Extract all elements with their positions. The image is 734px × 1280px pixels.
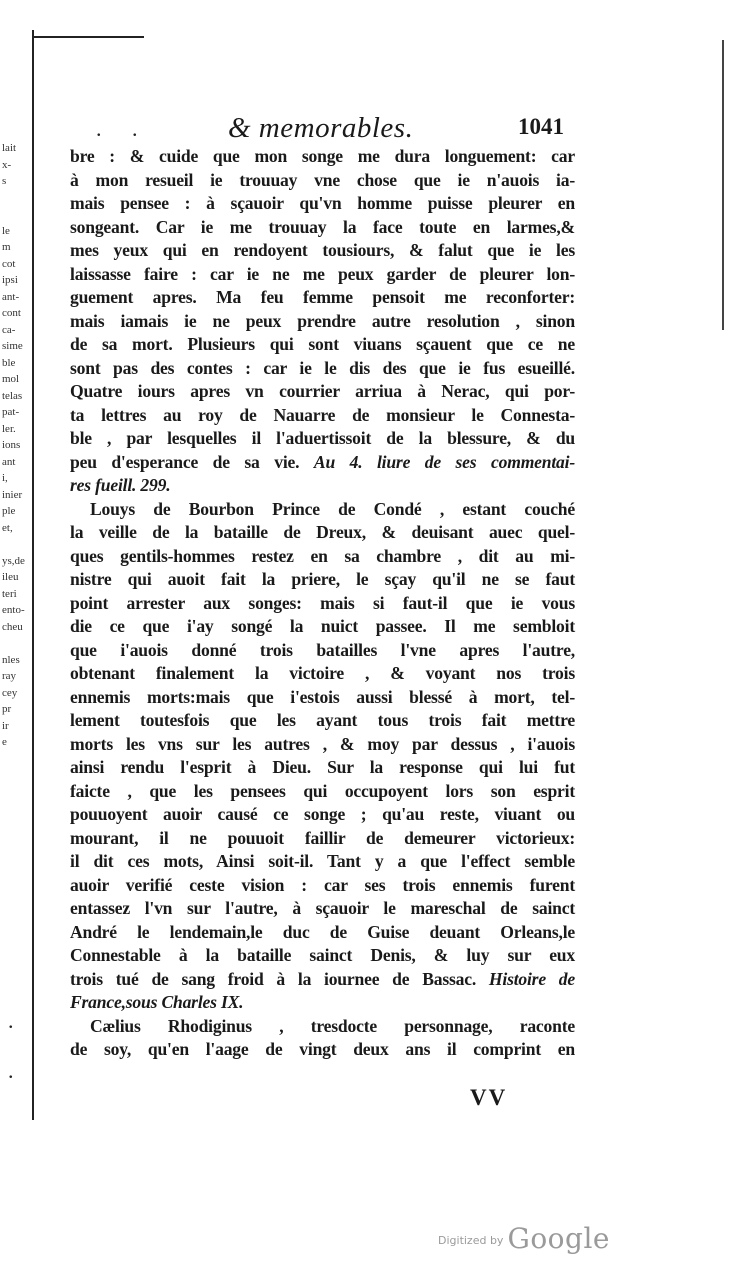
running-title: & memorables.: [228, 112, 414, 144]
margin-fragment: ant: [2, 455, 16, 468]
text-line: André le lendemain,le duc de Guise deuant Orleans,le: [70, 921, 575, 942]
citation: res fueill. 299.: [70, 475, 171, 495]
margin-fragment: lait: [2, 142, 17, 154]
margin-fragment: inier: [2, 488, 23, 501]
text-line: ble , par lesquelles il l'aduertissoit de la blessure, & du: [70, 428, 575, 448]
text-line: mes yeux qui en rendoyent tousiours, & falut que ie les: [70, 240, 575, 260]
text-line: à mon resueil ie trouuay vne chose que ie n'auois ia-: [70, 169, 575, 190]
margin-fragment: m: [2, 241, 11, 253]
ornament-dot: .: [132, 116, 138, 141]
text-line: guement apres. Ma feu femme pensoit me reconforter:: [70, 287, 575, 307]
margin-fragment: ple: [2, 505, 16, 517]
text-line: [70, 968, 575, 992]
text-line: ennemis morts:mais que i'estois aussi blessé à mort, tel-: [70, 686, 575, 707]
digitized-by-watermark: [438, 1222, 610, 1255]
text-line: auoir verifié ceste vision : car ses trois ennemis furent: [70, 874, 575, 895]
margin-fragment: ions: [2, 439, 21, 451]
margin-fragment: ble: [2, 356, 16, 369]
margin-rule-top: [34, 36, 144, 38]
text-line: laissasse faire : car ie ne me peux garder de pleurer lon-: [70, 263, 575, 284]
margin-fragment: cot: [2, 257, 16, 270]
text-line: Louys de Bourbon Prince de Condé , estant couché: [90, 498, 575, 519]
text-line: Cælius Rhodiginus , tresdocte personnage, raconte: [90, 1015, 575, 1036]
left-margin-bleedthrough: [2, 140, 32, 751]
margin-fragment: teri: [2, 587, 17, 600]
margin-mark: .: [8, 1058, 14, 1083]
margin-fragment: cey: [2, 686, 18, 699]
text-segment: peu d'esperance de sa vie.: [70, 451, 300, 472]
text-line: ainsi rendu l'esprit à Dieu. Sur la response qui lui fut: [70, 757, 575, 777]
text-line: lement toutesfois que les ayant tous trois fait mettre: [70, 710, 575, 730]
citation: Histoire de: [488, 968, 575, 989]
margin-fragment: mol: [2, 373, 20, 385]
margin-fragment: ir: [2, 719, 9, 732]
page-number: 1041: [518, 114, 564, 139]
margin-fragment: [2, 190, 32, 207]
text-line: bre : & cuide que mon songe me dura longuement: car: [70, 146, 575, 166]
text-line: die ce que i'ay songé la nuict passee. Il me sembloit: [70, 616, 575, 636]
margin-fragment: ipsi: [2, 274, 18, 286]
text-line: sont pas des contes : car ie le dis des que ie fus esueillé.: [70, 357, 575, 378]
google-logo: Google: [507, 1222, 610, 1255]
margin-fragment: e: [2, 736, 7, 748]
text-line: entassez l'vn sur l'autre, à sçauoir le mareschal de sainct: [70, 898, 575, 918]
text-line: nistre qui auoit fait la priere, le sçay qu'il ne se faut: [70, 569, 575, 589]
text-line: ques gentils-hommes restez en sa chambre , dit au mi-: [70, 545, 575, 566]
text-line: Quatre iours apres vn courrier arriua à Nerac, qui por-: [70, 381, 575, 401]
text-line: point arrester aux songes: mais si faut-il que ie vous: [70, 592, 575, 613]
watermark-label: Digitized by: [438, 1234, 504, 1247]
margin-fragment: pr: [2, 703, 12, 715]
citation: Au 4. liure de ses commentai-: [313, 451, 575, 472]
margin-fragment: le: [2, 224, 10, 237]
text-line: Connestable à la bataille sainct Denis, & luy sur eux: [70, 945, 575, 965]
margin-rule-right: [722, 40, 724, 330]
text-line: pouuoyent auoir causé ce songe ; qu'au reste, viuant ou: [70, 804, 575, 824]
body-text: [70, 145, 575, 1062]
margin-fragment: i,: [2, 472, 8, 484]
text-line: mourant, il ne pouuoit faillir de demeurer victorieux:: [70, 827, 575, 848]
citation: France,sous Charles IX.: [70, 992, 244, 1012]
paragraph-2: [70, 498, 575, 1015]
margin-fragment: sime: [2, 340, 23, 352]
paragraph-1: [70, 145, 575, 498]
page-header: [0, 112, 734, 148]
margin-fragment: s: [2, 175, 7, 187]
text-line: mais pensee : à sçauoir qu'vn homme puisse pleurer en: [70, 193, 575, 213]
catchword: VV: [470, 1085, 508, 1110]
margin-fragment: telas: [2, 389, 23, 402]
margin-fragment: ant-: [2, 290, 20, 303]
margin-fragment: ray: [2, 670, 17, 682]
margin-rule-left: [32, 30, 34, 1120]
text-line: de soy, qu'en l'aage de vingt deux ans il comprint en: [70, 1039, 575, 1059]
text-line: la veille de la bataille de Dreux, & deuisant auec quel-: [70, 522, 575, 542]
margin-fragment: nles: [2, 653, 20, 666]
text-segment: trois tué de sang froid à la iournee de Bassac.: [70, 968, 477, 989]
margin-fragment: ileu: [2, 571, 19, 583]
margin-fragment: [2, 206, 32, 223]
margin-fragment: ca-: [2, 323, 16, 336]
text-line: faicte , que les pensees qui occupoyent lors son esprit: [70, 780, 575, 801]
text-line: obtenant finalement la victoire , & voyant nos trois: [70, 663, 575, 683]
margin-fragment: cont: [2, 307, 21, 319]
margin-fragment: ento-: [2, 604, 25, 616]
margin-fragment: [2, 536, 32, 553]
text-line: morts les vns sur les autres , & moy par dessus , i'auois: [70, 733, 575, 754]
margin-fragment: et,: [2, 521, 13, 534]
text-line: de sa mort. Plusieurs qui sont viuans sçauent que ce ne: [70, 334, 575, 354]
margin-fragment: cheu: [2, 620, 23, 633]
margin-fragment: [2, 635, 32, 652]
text-line: songeant. Car ie me trouuay la face toute en larmes,&: [70, 216, 575, 237]
text-line: mais iamais ie ne peux prendre autre resolution , sinon: [70, 310, 575, 331]
margin-fragment: ys,de: [2, 554, 25, 567]
paragraph-3: [70, 1015, 575, 1062]
ornament-dot: .: [96, 116, 102, 141]
margin-fragment: ler.: [2, 422, 16, 435]
text-line: il dit ces mots, Ainsi soit-il. Tant y a que l'effect semble: [70, 851, 575, 871]
margin-mark: .: [8, 1008, 14, 1033]
text-line: [70, 451, 575, 475]
text-line: que i'auois donné trois batailles l'vne apres l'autre,: [70, 639, 575, 660]
margin-fragment: pat-: [2, 406, 20, 418]
margin-fragment: x-: [2, 158, 12, 171]
text-line: ta lettres au roy de Nauarre de monsieur le Connesta-: [70, 404, 575, 425]
